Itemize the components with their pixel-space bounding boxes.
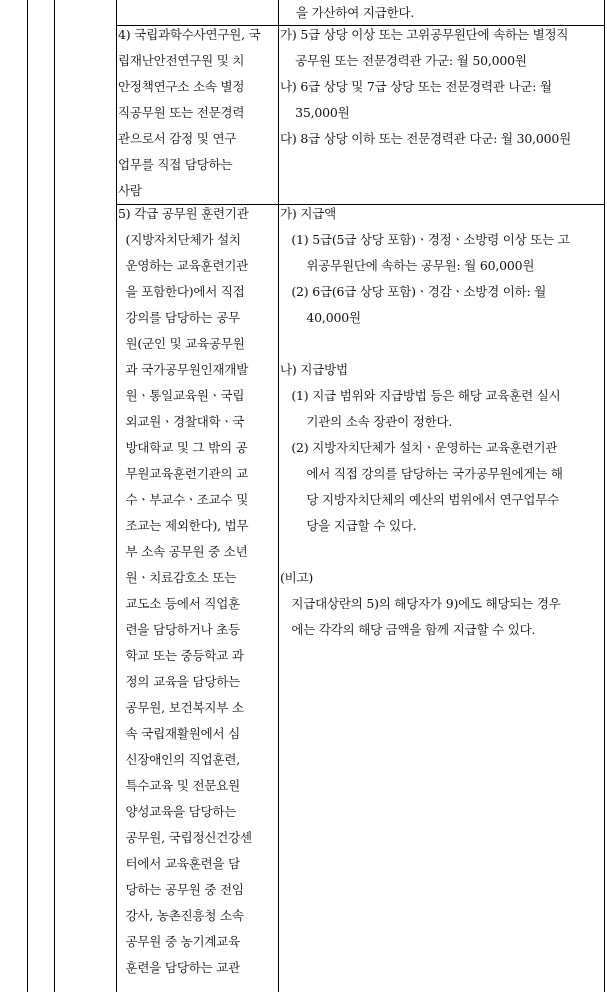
text-line: 나) 6급 상당 및 7급 상당 또는 전문경력관 나군: 월 — [280, 79, 552, 94]
text-line: 사람 — [118, 183, 142, 198]
text-line: 위공무원단에 속하는 공무원: 월 60,000원 — [280, 258, 535, 273]
text-line: 터에서 교육훈련을 담 — [118, 856, 240, 871]
text-line: 업무를 직접 담당하는 — [118, 157, 233, 172]
text-line: 조교는 제외한다), 법무 — [118, 518, 249, 533]
text-line: 학교 또는 중등학교 과 — [118, 648, 244, 663]
text-line: 관으로서 감정 및 연구 — [118, 131, 237, 146]
text-line: 공무원, 보건복지부 소 — [118, 700, 244, 715]
text-line: 무원교육훈련기관의 교 — [118, 466, 249, 481]
text-line: 신장애인의 직업훈련, — [118, 752, 240, 767]
text-line: 에는 각각의 해당 금액을 함께 지급할 수 있다. — [280, 622, 536, 637]
text-line: 정의 교육을 담당하는 — [118, 674, 240, 689]
text-line: 강의를 담당하는 공무 — [118, 310, 240, 325]
text-line: 35,000원 — [280, 105, 350, 120]
text-line: (2) 6급(6급 상당 포함)ㆍ경감ㆍ소방경 이하: 월 — [280, 284, 547, 299]
text-line: 가) 지급액 — [280, 206, 336, 221]
text-line: 원(군인 및 교육공무원 — [118, 336, 245, 351]
table-divider-1 — [54, 0, 55, 992]
text-line: 립재난안전연구원 및 치 — [118, 53, 245, 68]
table-border-right — [604, 0, 605, 992]
text-line: 수ㆍ부교수ㆍ조교수 및 — [118, 492, 249, 507]
text-line: 훈련을 담당하는 교관 — [118, 960, 240, 975]
text-line: 5) 각급 공무원 훈련기관 — [118, 206, 249, 221]
text-line: 직공무원 또는 전문경력 — [118, 105, 245, 120]
text-line: (비고) — [280, 570, 314, 585]
text-line: 40,000원 — [280, 310, 361, 325]
top-row-text: 을 가산하여 지급한다. — [296, 5, 415, 20]
text-line: 부 소속 공무원 중 소년 — [118, 544, 248, 559]
text-line: 외교원ㆍ경찰대학ㆍ국 — [118, 414, 245, 429]
text-line: 특수교육 및 전문요원 — [118, 778, 240, 793]
text-line: 가) 5급 상당 이상 또는 고위공무원단에 속하는 별정직 — [280, 27, 569, 42]
text-line: 련을 담당하거나 초등 — [118, 622, 240, 637]
text-line: 안정책연구소 소속 별정 — [118, 79, 245, 94]
text-line: 다) 8급 상당 이하 또는 전문경력관 다군: 월 30,000원 — [280, 131, 572, 146]
text-line: 당 지방자치단체의 예산의 범위에서 연구업무수 — [280, 492, 560, 507]
text-line: 공무원 중 농기계교육 — [118, 934, 240, 949]
text-line: (2) 지방자치단체가 설치ㆍ운영하는 교육훈련기관 — [280, 440, 558, 455]
text-line: (지방자치단체가 설치 — [118, 232, 241, 247]
text-line: 운영하는 교육훈련기관 — [118, 258, 249, 273]
text-line: 당하는 공무원 중 전임 — [118, 882, 244, 897]
text-line: 속 국립재활원에서 심 — [118, 726, 240, 741]
text-line: 당을 지급할 수 있다. — [280, 518, 417, 533]
table-divider-2 — [116, 0, 117, 992]
text-line: 교도소 등에서 직업훈 — [118, 596, 240, 611]
text-line: 강사, 농촌진흥청 소속 — [118, 908, 244, 923]
text-line: 양성교육을 담당하는 — [118, 804, 237, 819]
text-line: 과 국가공무원인재개발 — [118, 362, 249, 377]
text-line: 4) 국립과학수사연구원, 국 — [118, 27, 261, 42]
text-line: 을 포함한다)에서 직접 — [118, 284, 245, 299]
table-divider-3 — [278, 0, 279, 992]
text-line: (1) 지급 범위와 지급방법 등은 해당 교육훈련 실시 — [280, 388, 561, 403]
text-line: 나) 지급방법 — [280, 362, 348, 377]
text-line: 공무원 또는 전문경력관 가군: 월 50,000원 — [280, 53, 527, 68]
text-line: 지급대상란의 5)의 해당자가 9)에도 해당되는 경우 — [280, 596, 561, 611]
text-line: 원ㆍ치료감호소 또는 — [118, 570, 237, 585]
text-line: 원ㆍ통일교육원ㆍ국립 — [118, 388, 245, 403]
text-line: (1) 5급(5급 상당 포함)ㆍ경정ㆍ소방령 이상 또는 고 — [280, 232, 570, 247]
text-line: 에서 직접 강의를 담당하는 국가공무원에게는 해 — [280, 466, 563, 481]
table-border-left — [27, 0, 28, 992]
text-line: 방대학교 및 그 밖의 공 — [118, 440, 248, 455]
text-line: 기관의 소속 장관이 정한다. — [280, 414, 453, 429]
text-line: 공무원, 국립정신건강센 — [118, 830, 252, 845]
